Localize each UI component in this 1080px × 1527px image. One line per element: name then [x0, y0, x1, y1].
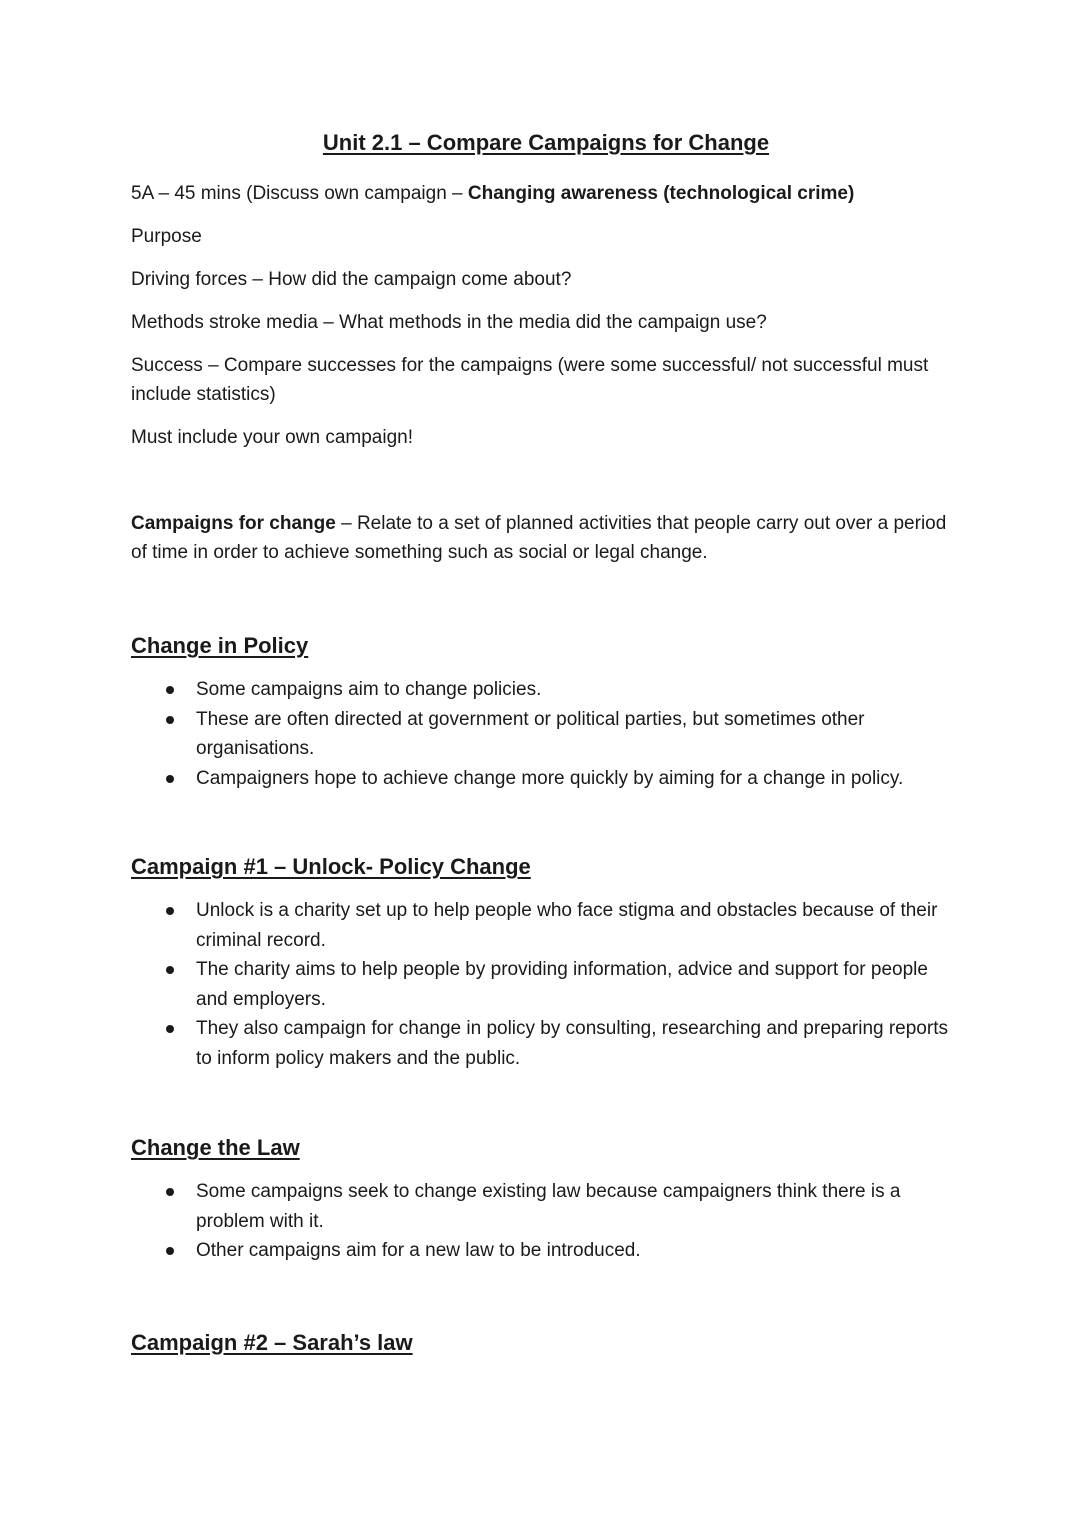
- list-item: [131, 896, 961, 955]
- list-item-text: Other campaigns aim for a new law to be introduced.: [196, 1240, 641, 1261]
- list-item-text: These are often directed at government or political parties, but sometimes other organisations.: [196, 708, 865, 759]
- section-heading: Change the Law: [131, 1135, 300, 1160]
- bullet-icon: [166, 966, 174, 974]
- list-item: [131, 764, 961, 794]
- section-heading: Campaign #1 – Unlock- Policy Change: [131, 854, 531, 879]
- own-campaign-line: Must include your own campaign!: [131, 427, 413, 448]
- bullet-icon: [166, 1188, 174, 1196]
- success-line: Success – Compare successes for the campaigns (were some successful/ not successful must include statistics): [131, 355, 929, 405]
- spacer: [131, 1073, 961, 1133]
- section-heading: Change in Policy: [131, 633, 309, 658]
- list-item: [131, 675, 961, 705]
- spacer: [131, 793, 961, 852]
- list-item-text: They also campaign for change in policy by consulting, researching and preparing reports to inform policy makers and the public.: [196, 1018, 948, 1069]
- definition-text: – Relate to a set of planned activities that people carry out over a period of time in order to achieve something such as social or legal change.: [131, 513, 947, 563]
- list-item-text: The charity aims to help people by providing information, advice and support for people and employers.: [196, 959, 928, 1010]
- bullet-list: [131, 675, 961, 793]
- list-item-text: Some campaigns aim to change policies.: [196, 679, 542, 700]
- spacer: [131, 452, 961, 509]
- definition-term: Campaigns for change: [131, 513, 336, 534]
- definition-paragraph: [131, 509, 961, 567]
- bullet-icon: [166, 716, 174, 724]
- bullet-icon: [166, 686, 174, 694]
- methods-line: Methods stroke media – What methods in the media did the campaign use?: [131, 312, 767, 333]
- task-topic: Changing awareness (technological crime): [467, 183, 855, 204]
- task-line: [131, 179, 961, 208]
- spacer: [131, 1266, 961, 1328]
- list-item-text: Some campaigns seek to change existing law because campaigners think there is a problem with it.: [196, 1181, 901, 1232]
- bullet-list: [131, 896, 961, 1073]
- bullet-icon: [166, 775, 174, 783]
- bullet-icon: [166, 1025, 174, 1033]
- list-item: [131, 1177, 961, 1236]
- document-content: [131, 128, 961, 1372]
- spacer: [131, 567, 961, 631]
- purpose-line: Purpose: [131, 226, 202, 247]
- bullet-icon: [166, 1247, 174, 1255]
- task-prefix: 5A – 45 mins (Discuss own campaign –: [131, 183, 468, 204]
- driving-forces-line: Driving forces – How did the campaign come about?: [131, 269, 572, 290]
- list-item: [131, 1236, 961, 1266]
- list-item: [131, 955, 961, 1014]
- section-heading: Campaign #2 – Sarah’s law: [131, 1329, 413, 1355]
- list-item-text: Unlock is a charity set up to help people who face stigma and obstacles because of their criminal record.: [196, 900, 938, 951]
- list-item-text: Campaigners hope to achieve change more quickly by aiming for a change in policy.: [196, 767, 904, 789]
- bullet-icon: [166, 907, 174, 915]
- bullet-list: [131, 1177, 961, 1266]
- list-item: [131, 705, 961, 764]
- page-title: Unit 2.1 – Compare Campaigns for Change: [322, 130, 770, 155]
- list-item: [131, 1014, 961, 1073]
